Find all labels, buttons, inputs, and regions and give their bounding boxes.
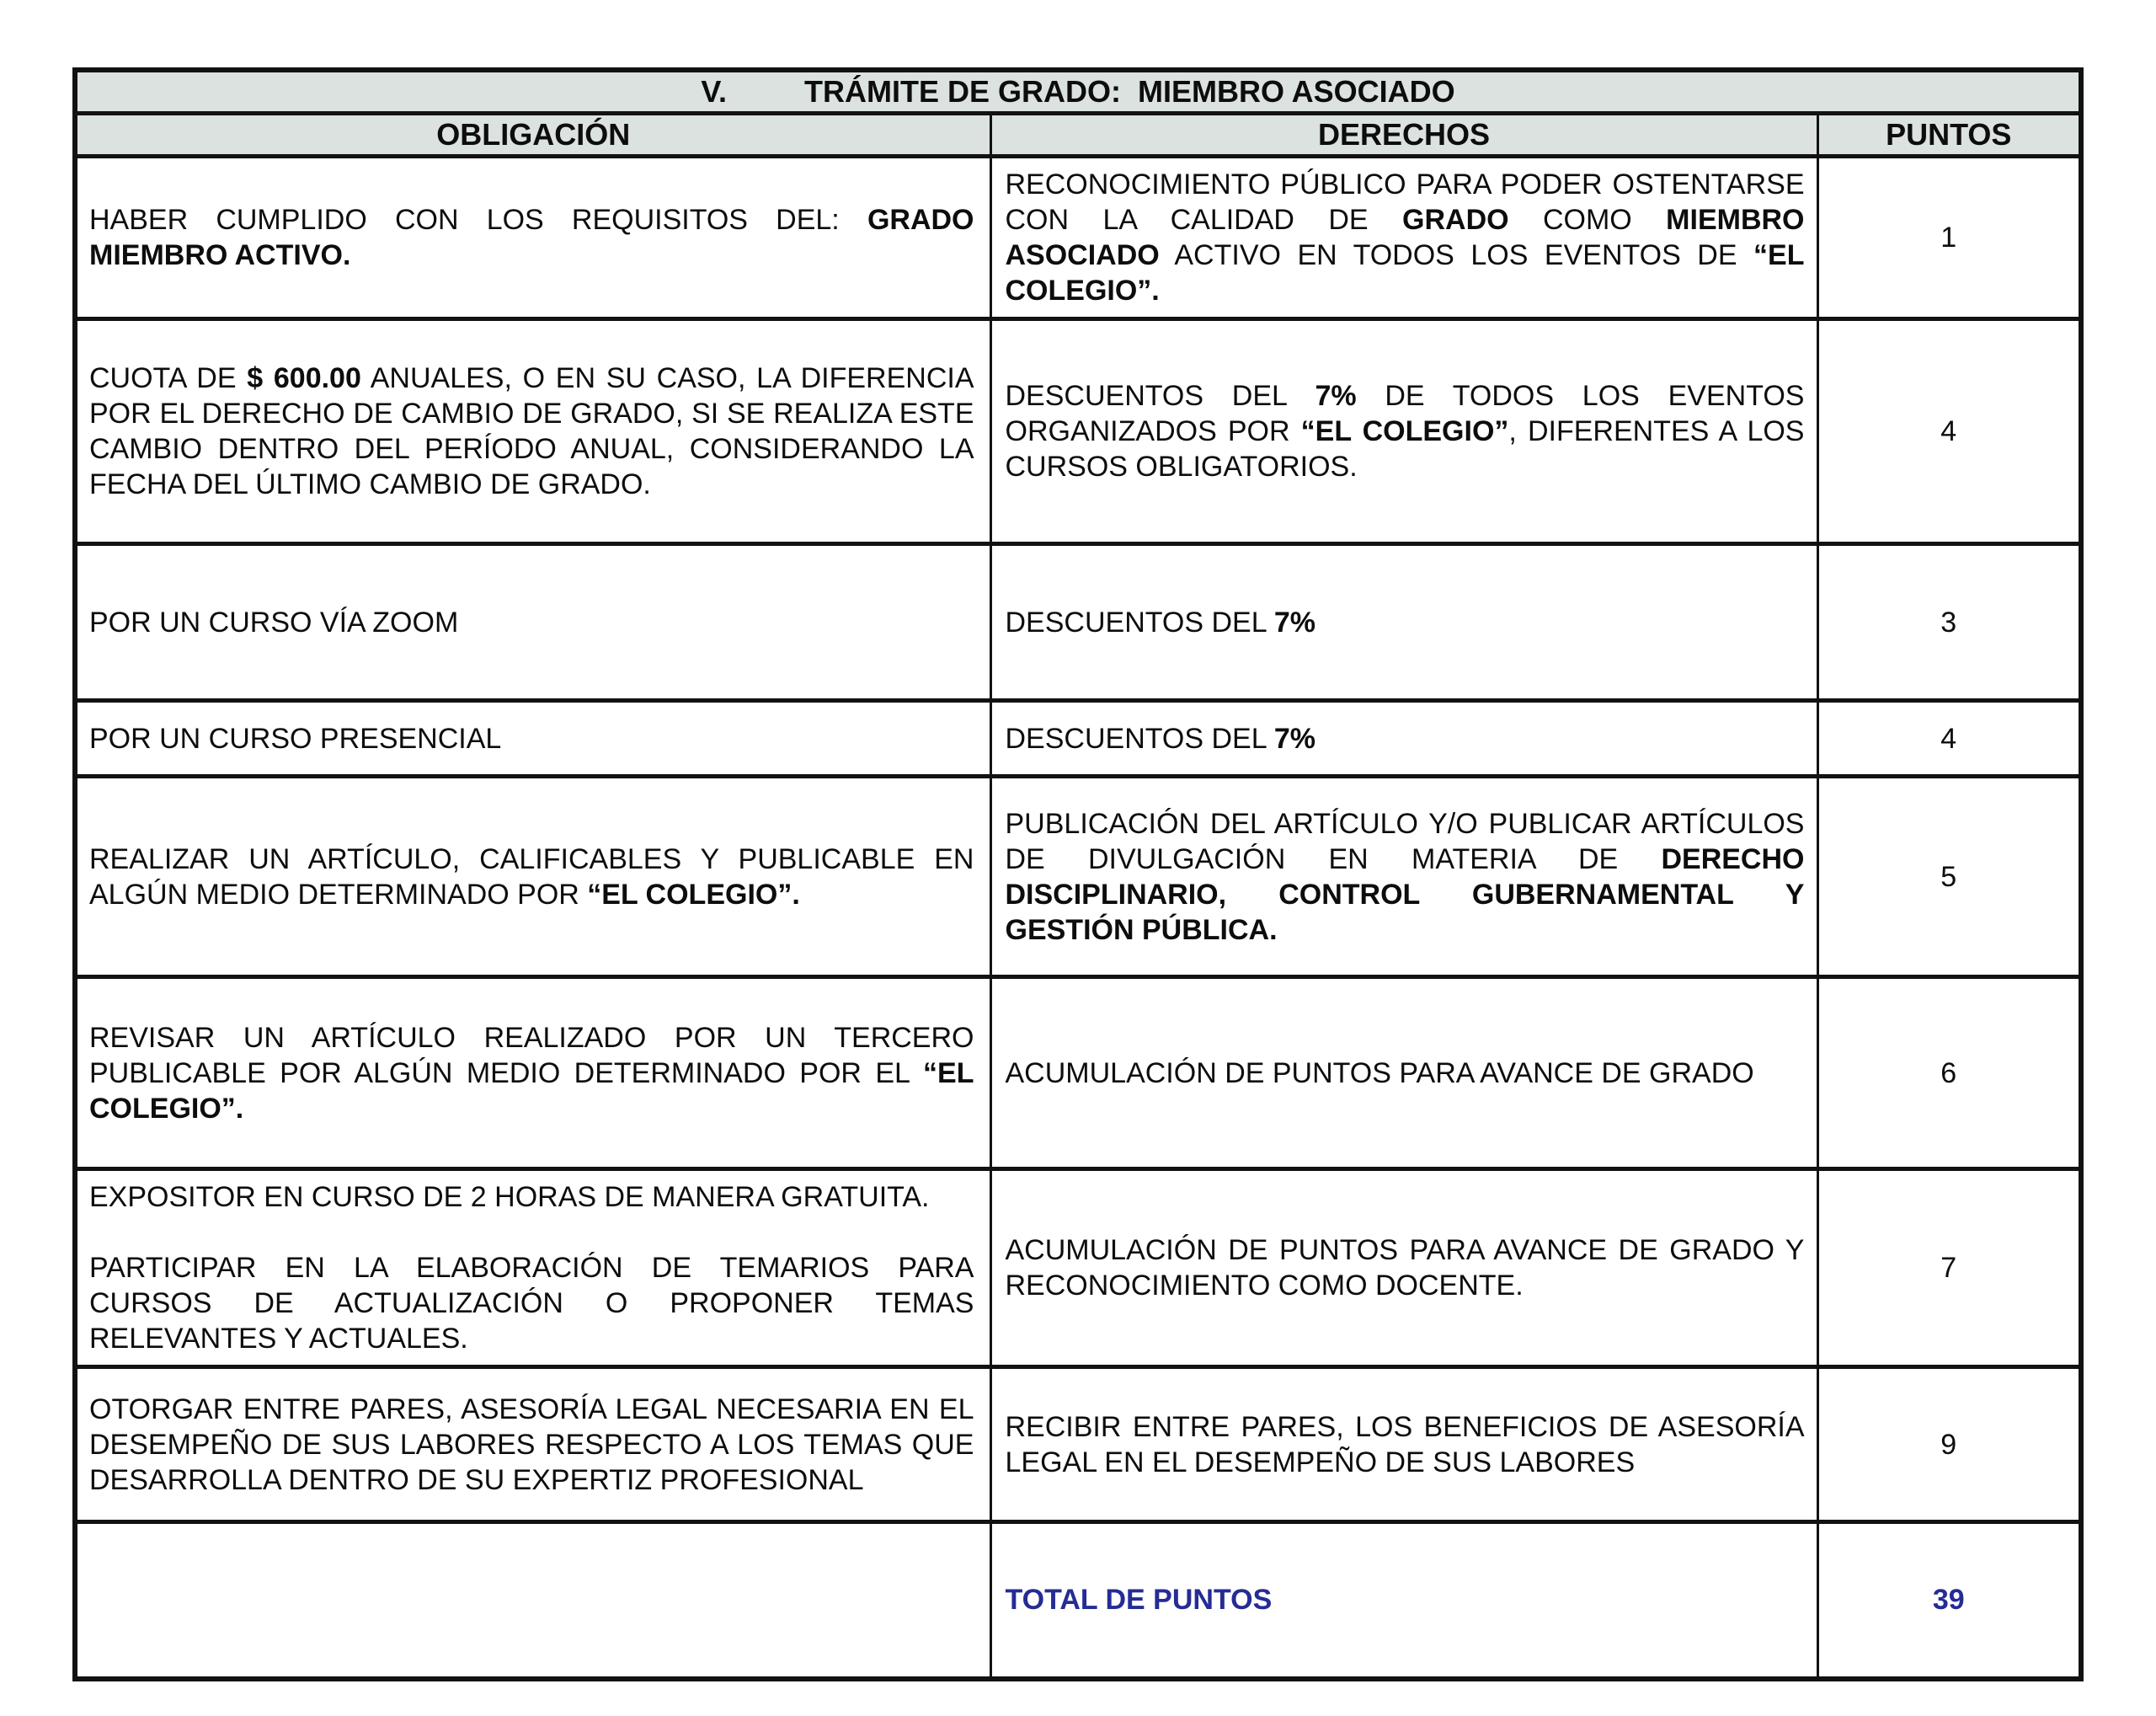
table-row (75, 977, 2081, 1169)
table-row (75, 157, 2081, 319)
derechos-cell: DESCUENTOS DEL 7% (990, 701, 1817, 777)
table-title-row (75, 70, 2081, 114)
table-row (75, 1367, 2081, 1522)
obligacion-cell: HABER CUMPLIDO CON LOS REQUISITOS DEL: GRADO MIEMBRO ACTIVO. (75, 157, 990, 319)
puntos-cell: 3 (1817, 544, 2081, 701)
puntos-cell: 9 (1817, 1367, 2081, 1522)
section-numeral: V. (701, 74, 728, 109)
table-row (75, 319, 2081, 544)
obligacion-cell: REVISAR UN ARTÍCULO REALIZADO POR UN TERCERO PUBLICABLE POR ALGÚN MEDIO DETERMINADO POR EL “EL COLEGIO”. (75, 977, 990, 1169)
table-title (75, 70, 2081, 114)
obligacion-cell: EXPOSITOR EN CURSO DE 2 HORAS DE MANERA GRATUITA. PARTICIPAR EN LA ELABORACIÓN DE TEMARIOS PARA CURSOS DE ACTUALIZACIÓN O PROPONER TEMAS RELEVANTES Y ACTUALES. (75, 1169, 990, 1367)
puntos-cell: 4 (1817, 319, 2081, 544)
total-label: TOTAL DE PUNTOS (990, 1522, 1817, 1679)
derechos-cell: PUBLICACIÓN DEL ARTÍCULO Y/O PUBLICAR ARTÍCULOS DE DIVULGACIÓN EN MATERIA DE DERECHO DISCIPLINARIO, CONTROL GUBERNAMENTAL Y GESTIÓN PÚBLICA. (990, 777, 1817, 977)
puntos-cell: 7 (1817, 1169, 2081, 1367)
section-title: TRÁMITE DE GRADO: MIEMBRO ASOCIADO (804, 74, 1455, 109)
obligacion-cell-empty (75, 1522, 990, 1679)
total-value: 39 (1817, 1522, 2081, 1679)
derechos-cell: DESCUENTOS DEL 7% DE TODOS LOS EVENTOS ORGANIZADOS POR “EL COLEGIO”, DIFERENTES A LOS CURSOS OBLIGATORIOS. (990, 319, 1817, 544)
table-row (75, 544, 2081, 701)
column-header-row (75, 114, 2081, 157)
table-row (75, 777, 2081, 977)
puntos-cell: 1 (1817, 157, 2081, 319)
puntos-cell: 6 (1817, 977, 2081, 1169)
table-row (75, 1169, 2081, 1367)
obligacion-cell: CUOTA DE $ 600.00 ANUALES, O EN SU CASO, LA DIFERENCIA POR EL DERECHO DE CAMBIO DE GRADO, SI SE REALIZA ESTE CAMBIO DENTRO DEL PERÍODO ANUAL, CONSIDERANDO LA FECHA DEL ÚLTIMO CAMBIO DE GRADO. (75, 319, 990, 544)
derechos-cell: ACUMULACIÓN DE PUNTOS PARA AVANCE DE GRADO (990, 977, 1817, 1169)
column-header-obligacion: OBLIGACIÓN (75, 114, 990, 157)
obligacion-cell: OTORGAR ENTRE PARES, ASESORÍA LEGAL NECESARIA EN EL DESEMPEÑO DE SUS LABORES RESPECTO A LOS TEMAS QUE DESARROLLA DENTRO DE SU EXPERTIZ PROFESIONAL (75, 1367, 990, 1522)
derechos-cell: RECIBIR ENTRE PARES, LOS BENEFICIOS DE ASESORÍA LEGAL EN EL DESEMPEÑO DE SUS LABORES (990, 1367, 1817, 1522)
column-header-derechos: DERECHOS (990, 114, 1817, 157)
obligacion-cell: POR UN CURSO VÍA ZOOM (75, 544, 990, 701)
column-header-puntos: PUNTOS (1817, 114, 2081, 157)
total-row (75, 1522, 2081, 1679)
derechos-cell: RECONOCIMIENTO PÚBLICO PARA PODER OSTENTARSE CON LA CALIDAD DE GRADO COMO MIEMBRO ASOCIADO ACTIVO EN TODOS LOS EVENTOS DE “EL COLEGIO”. (990, 157, 1817, 319)
derechos-cell: ACUMULACIÓN DE PUNTOS PARA AVANCE DE GRADO Y RECONOCIMIENTO COMO DOCENTE. (990, 1169, 1817, 1367)
grade-procedure-table (72, 67, 2084, 1681)
derechos-cell: DESCUENTOS DEL 7% (990, 544, 1817, 701)
puntos-cell: 4 (1817, 701, 2081, 777)
puntos-cell: 5 (1817, 777, 2081, 977)
obligacion-cell: POR UN CURSO PRESENCIAL (75, 701, 990, 777)
table-row (75, 701, 2081, 777)
obligacion-cell: REALIZAR UN ARTÍCULO, CALIFICABLES Y PUBLICABLE EN ALGÚN MEDIO DETERMINADO POR “EL COLEGIO”. (75, 777, 990, 977)
